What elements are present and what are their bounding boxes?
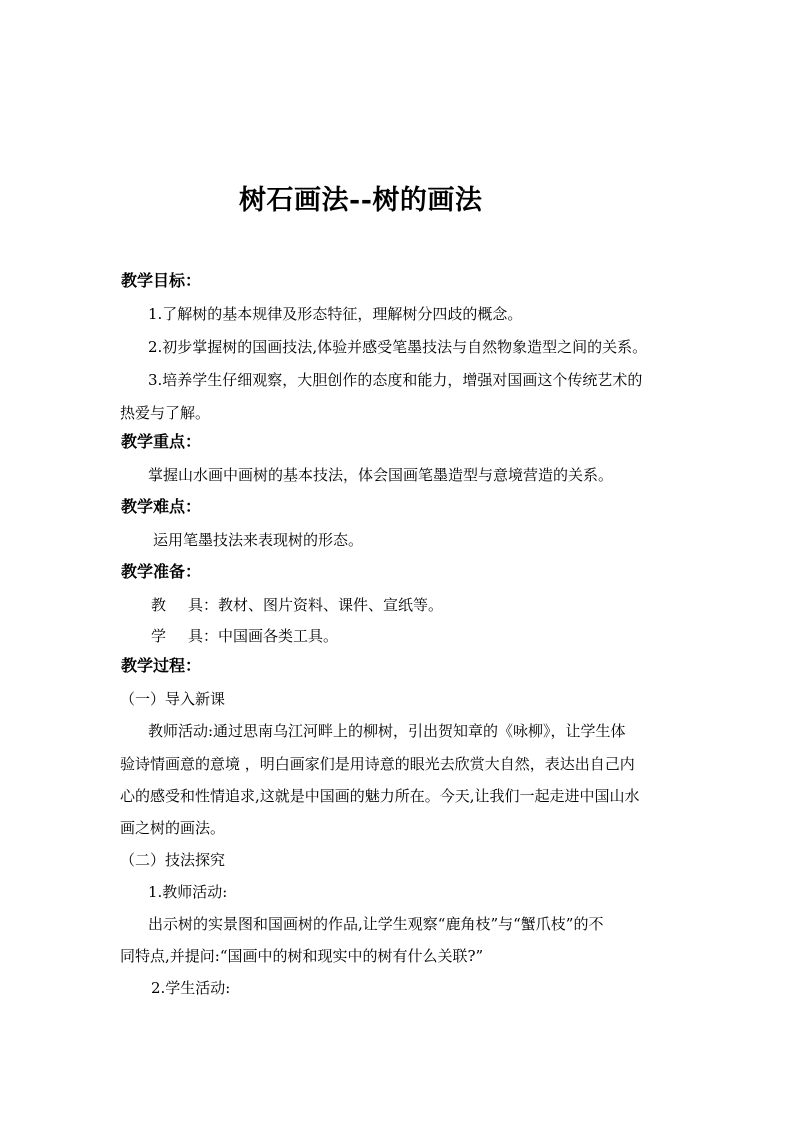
difficulty-heading: 教学难点： — [121, 497, 202, 516]
teacher-tools-items: 教材、图片资料、课件、宣纸等。 — [218, 596, 444, 614]
section-2-heading: （二）技法探究 — [120, 851, 226, 869]
student-tools-items: 中国画各类工具。 — [218, 627, 339, 645]
objective-item-2: 2.初步掌握树的国画技法,体验并感受笔墨技法与自然物象造型之间的关系。 — [148, 338, 648, 356]
teacher-tools-label-1: 教 — [151, 596, 167, 614]
teacher-tools-label-2: 具： — [188, 596, 219, 614]
section-1-line-1: 教师活动:通过思南乌江河畔上的柳树，引出贺知章的《咏柳》，让学生体 — [148, 722, 626, 740]
teacher-activity-label: 1.教师活动: — [148, 883, 228, 901]
section-2-line-1: 出示树的实景图和国画树的作品,让学生观察“鹿角枝”与“蟹爪枝”的不 — [148, 915, 604, 933]
section-1-line-3: 心的感受和性情追求,这就是中国画的魅力所在。今天,让我们一起走进中国山水 — [120, 787, 640, 805]
student-tools-label-1: 学 — [151, 627, 167, 645]
objectives-heading: 教学目标： — [121, 271, 202, 290]
objective-item-1: 1.了解树的基本规律及形态特征，理解树分四歧的概念。 — [148, 305, 523, 323]
objective-item-3-line-2: 热爱与了解。 — [120, 404, 211, 422]
focus-text: 掌握山水画中画树的基本技法，体会国画笔墨造型与意境营造的关系。 — [148, 466, 614, 484]
process-heading: 教学过程： — [121, 656, 202, 675]
teacher-tools-row — [151, 595, 443, 615]
page-title: 树石画法--树的画法 — [239, 185, 483, 216]
section-1-line-2: 验诗情画意的意境 ，明白画家们是用诗意的眼光去欣赏大自然，表达出自己内 — [120, 755, 635, 773]
objective-item-3-line-1: 3.培养学生仔细观察，大胆创作的态度和能力，增强对国画这个传统艺术的 — [148, 371, 643, 389]
section-1-line-4: 画之树的画法。 — [120, 819, 226, 837]
preparation-heading: 教学准备： — [121, 562, 202, 581]
section-2-line-2: 同特点,并提问:“国画中的树和现实中的树有什么关联?” — [120, 947, 484, 965]
section-1-heading: （一）导入新课 — [120, 690, 226, 708]
focus-heading: 教学重点： — [121, 432, 202, 451]
student-tools-label-2: 具： — [188, 627, 219, 645]
difficulty-text: 运用笔墨技法来表现树的形态。 — [153, 531, 364, 549]
student-activity-label: 2.学生活动: — [151, 979, 231, 997]
student-tools-row — [151, 626, 338, 646]
